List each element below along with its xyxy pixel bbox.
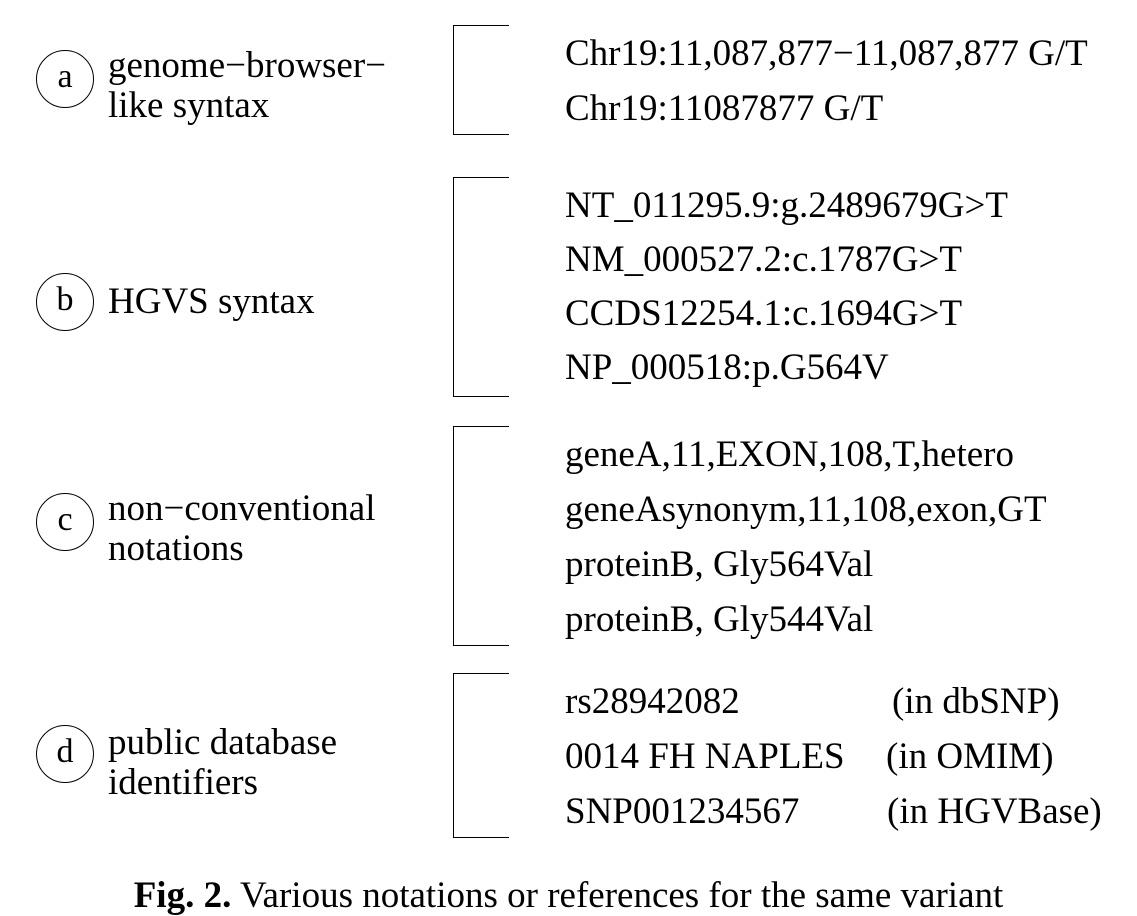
- variant-item: [565, 545, 873, 585]
- group-marker-circle: [36, 50, 94, 108]
- group-marker-circle: [36, 725, 94, 783]
- group-bracket: [453, 426, 509, 646]
- variant-notation: NP_000518:p.G564V: [565, 347, 889, 388]
- variant-item: [565, 600, 873, 640]
- group-letter: a: [57, 58, 73, 95]
- group-label: [108, 489, 375, 569]
- group-label-line: notations: [108, 528, 244, 569]
- group-label-line: like syntax: [108, 85, 270, 126]
- variant-notation: proteinB, Gly564Val: [565, 544, 874, 585]
- group-marker-circle: [36, 493, 94, 551]
- group-marker-circle: [36, 273, 94, 331]
- variant-item: [565, 89, 883, 129]
- variant-notation: proteinB, Gly544Val: [565, 599, 874, 640]
- group-letter: b: [56, 281, 74, 318]
- variant-notation: NT_011295.9:g.2489679G>T: [565, 185, 1008, 226]
- group-letter: d: [56, 733, 74, 770]
- variant-item: [565, 294, 962, 334]
- variant-notation: SNP001234567: [565, 791, 800, 832]
- variant-item: [565, 490, 1047, 530]
- variant-notation: 0014 FH NAPLES: [565, 736, 845, 777]
- variant-item: [565, 348, 889, 388]
- variant-notation: geneA,11,EXON,108,T,hetero: [565, 434, 1015, 475]
- variant-item: [565, 791, 1102, 832]
- database-source: (in HGVBase): [887, 791, 1102, 832]
- caption-text: Various notations or references for the same variant: [239, 875, 1004, 916]
- variant-notation: geneAsynonym,11,108,exon,GT: [565, 489, 1047, 530]
- variant-notation: rs28942082: [565, 681, 740, 722]
- group-label: [108, 723, 337, 803]
- variant-notation: Chr19:11,087,877−11,087,877 G/T: [565, 33, 1088, 74]
- group-letter: c: [57, 501, 73, 538]
- variant-item: [565, 681, 1060, 722]
- variant-item: [565, 240, 962, 280]
- group-label-line: identifiers: [108, 762, 259, 803]
- group-bracket: [453, 177, 509, 397]
- group-label-line: HGVS syntax: [108, 281, 315, 322]
- group-label-line: non−conventional: [108, 488, 376, 529]
- group-bracket: [453, 25, 509, 135]
- variant-item: [565, 435, 1014, 475]
- variant-item: [565, 736, 1054, 777]
- group-label-line: public database: [108, 722, 338, 763]
- figure-caption: [0, 876, 1137, 916]
- group-label: [108, 282, 315, 322]
- database-source: (in OMIM): [886, 736, 1054, 777]
- database-source: (in dbSNP): [892, 681, 1060, 722]
- group-label: [108, 46, 386, 126]
- group-label-line: genome−browser−: [108, 45, 387, 86]
- caption-figure-number: Fig. 2.: [133, 875, 232, 916]
- group-bracket: [453, 673, 509, 838]
- variant-notation: Chr19:11087877 G/T: [565, 88, 884, 129]
- variant-item: [565, 34, 1088, 74]
- variant-notation: NM_000527.2:c.1787G>T: [565, 239, 963, 280]
- variant-notation: CCDS12254.1:c.1694G>T: [565, 293, 963, 334]
- variant-item: [565, 186, 1008, 226]
